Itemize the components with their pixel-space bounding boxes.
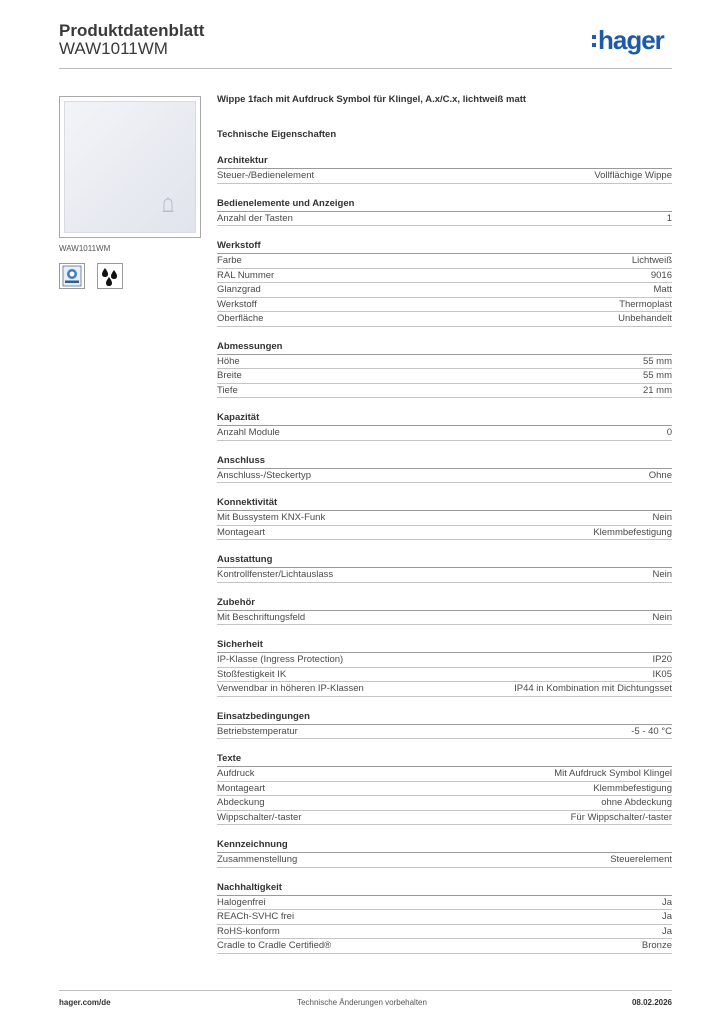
- spec-label: Mit Beschriftungsfeld: [217, 611, 306, 623]
- spec-label: Betriebstemperatur: [217, 725, 298, 737]
- spec-label: Werkstoff: [217, 298, 257, 310]
- spec-row: [217, 925, 672, 940]
- spec-label: RoHS-konform: [217, 925, 280, 937]
- spec-label: Steuer-/Bedienelement: [217, 170, 315, 181]
- section-title: Einsatzbedingungen: [217, 711, 672, 725]
- spec-row: [217, 725, 672, 740]
- spec-label: Zusammenstellung: [217, 854, 298, 865]
- spec-value: Lichtweiß: [631, 255, 672, 266]
- spec-row: [217, 939, 672, 954]
- section-title: Architektur: [217, 155, 672, 169]
- spec-value: Vollflächige Wippe: [594, 170, 672, 181]
- spec-row: [217, 469, 672, 484]
- section-title: Werkstoff: [217, 240, 672, 254]
- spec-value: Matt: [653, 284, 672, 295]
- spec-row: [217, 212, 672, 227]
- spec-value: IK05: [652, 668, 672, 680]
- spec-section: [217, 882, 672, 954]
- spec-section: [217, 554, 672, 583]
- spec-section: [217, 597, 672, 626]
- spec-row: [217, 782, 672, 797]
- spec-row: [217, 896, 672, 911]
- spec-value: Ja: [661, 896, 672, 908]
- spec-row: [217, 355, 672, 370]
- spec-label: Anschluss-/Steckertyp: [217, 469, 311, 481]
- spec-value: Bronze: [641, 940, 672, 951]
- spec-section: [217, 240, 672, 327]
- spec-row: [217, 384, 672, 399]
- spec-row: [217, 526, 672, 541]
- spec-value: 21 mm: [642, 384, 672, 396]
- spec-label: Kontrollfenster/Lichtauslass: [217, 569, 334, 580]
- spec-row: [217, 653, 672, 668]
- section-title: Zubehör: [217, 597, 672, 611]
- footer-notice: Technische Änderungen vorbehalten: [297, 998, 427, 1007]
- spec-value: Nein: [652, 569, 672, 580]
- page-title: Produktdatenblatt: [59, 21, 205, 40]
- spec-row: [217, 910, 672, 925]
- product-image: [59, 96, 201, 238]
- spec-row: [217, 169, 672, 184]
- spec-row: [217, 668, 672, 683]
- spec-label: Stoßfestigkeit IK: [217, 668, 287, 680]
- spec-row: [217, 283, 672, 298]
- spec-section: [217, 753, 672, 825]
- spec-row: [217, 796, 672, 811]
- spec-section: [217, 455, 672, 484]
- spec-row: [217, 254, 672, 269]
- product-image-caption: WAW1011WM: [59, 244, 111, 253]
- spec-label: Wippschalter/-taster: [217, 811, 302, 823]
- spec-label: Montageart: [217, 526, 266, 538]
- rocker-surface: [64, 101, 196, 233]
- spec-label: Halogenfrei: [217, 896, 266, 908]
- spec-row: [217, 269, 672, 284]
- spec-row: [217, 426, 672, 441]
- spec-value: Unbehandelt: [618, 313, 672, 324]
- spec-row: [217, 298, 672, 313]
- section-title: Kennzeichnung: [217, 839, 672, 853]
- footer-website: hager.com/de: [59, 998, 111, 1007]
- spec-section: [217, 711, 672, 740]
- spec-label: IP-Klasse (Ingress Protection): [217, 654, 344, 665]
- spec-label: Anzahl Module: [217, 427, 280, 438]
- spec-value: ohne Abdeckung: [601, 797, 672, 808]
- spec-label: Breite: [217, 370, 242, 381]
- spec-value: Klemmbefestigung: [593, 782, 672, 794]
- section-title: Texte: [217, 753, 672, 767]
- spec-value: 55 mm: [642, 355, 672, 367]
- spec-content: [217, 93, 672, 954]
- spec-value: Für Wippschalter/-taster: [570, 811, 672, 823]
- spec-label: Farbe: [217, 255, 242, 266]
- spec-section: [217, 639, 672, 697]
- section-title: Nachhaltigkeit: [217, 882, 672, 896]
- section-title: Anschluss: [217, 455, 672, 469]
- spec-value: Ja: [661, 911, 672, 922]
- spec-section: [217, 412, 672, 441]
- spec-section: [217, 155, 672, 184]
- footer-divider: [59, 990, 672, 991]
- spec-row: [217, 682, 672, 697]
- spec-section: [217, 497, 672, 540]
- spec-sections: [217, 155, 672, 954]
- section-title: Kapazität: [217, 412, 672, 426]
- spec-value: IP44 in Kombination mit Dichtungsset: [514, 683, 672, 694]
- spec-row: [217, 568, 672, 583]
- spec-label: Cradle to Cradle Certified®: [217, 940, 332, 951]
- spec-value: Klemmbefestigung: [593, 526, 672, 538]
- spec-value: -5 - 40 °C: [631, 725, 672, 737]
- spec-value: 9016: [650, 269, 672, 281]
- spec-label: Mit Bussystem KNX-Funk: [217, 512, 326, 523]
- tech-properties-heading: Technische Eigenschaften: [217, 129, 337, 140]
- logo-colon-icon: [592, 35, 596, 47]
- spec-label: Tiefe: [217, 384, 238, 396]
- spec-section: [217, 839, 672, 868]
- spec-value: Steuerelement: [610, 854, 672, 865]
- spec-section: [217, 198, 672, 227]
- spec-value: Nein: [652, 512, 672, 523]
- bell-icon: [161, 196, 175, 216]
- footer-date: 08.02.2026: [631, 998, 672, 1007]
- section-title: Sicherheit: [217, 639, 672, 653]
- spec-section: [217, 341, 672, 399]
- spec-row: [217, 511, 672, 526]
- spec-label: Glanzgrad: [217, 284, 261, 295]
- water-drops-icon: [97, 263, 123, 289]
- spec-value: 0: [666, 427, 672, 438]
- spec-value: Mit Aufdruck Symbol Klingel: [554, 768, 672, 779]
- hager-logo: [592, 27, 664, 53]
- section-title: Bedienelemente und Anzeigen: [217, 198, 672, 212]
- spec-value: Nein: [652, 611, 672, 623]
- spec-value: Ohne: [648, 469, 672, 481]
- spec-label: Aufdruck: [217, 768, 255, 779]
- spec-row: [217, 767, 672, 782]
- spec-label: Verwendbar in höheren IP-Klassen: [217, 683, 364, 694]
- spec-value: 55 mm: [642, 370, 672, 381]
- spec-row: [217, 853, 672, 868]
- spec-value: Ja: [661, 925, 672, 937]
- spec-row: [217, 811, 672, 826]
- logo-text: hager: [598, 25, 664, 55]
- spec-row: [217, 369, 672, 384]
- spec-value: Thermoplast: [619, 298, 672, 310]
- section-title: Konnektivität: [217, 497, 672, 511]
- section-title: Abmessungen: [217, 341, 672, 355]
- spec-value: IP20: [652, 654, 672, 665]
- spec-row: [217, 611, 672, 626]
- spec-label: REACh-SVHC frei: [217, 911, 295, 922]
- spec-label: Anzahl der Tasten: [217, 212, 293, 224]
- spec-label: Oberfläche: [217, 313, 264, 324]
- section-title: Ausstattung: [217, 554, 672, 568]
- certification-badge-icon: [59, 263, 85, 289]
- spec-row: [217, 312, 672, 327]
- spec-label: RAL Nummer: [217, 269, 275, 281]
- header-divider: [59, 68, 672, 69]
- spec-label: Höhe: [217, 355, 240, 367]
- spec-value: 1: [666, 212, 672, 224]
- product-code: WAW1011WM: [59, 39, 168, 58]
- spec-label: Abdeckung: [217, 797, 265, 808]
- product-description: Wippe 1fach mit Aufdruck Symbol für Klingel, A.x/C.x, lichtweiß matt: [217, 94, 527, 105]
- spec-label: Montageart: [217, 782, 266, 794]
